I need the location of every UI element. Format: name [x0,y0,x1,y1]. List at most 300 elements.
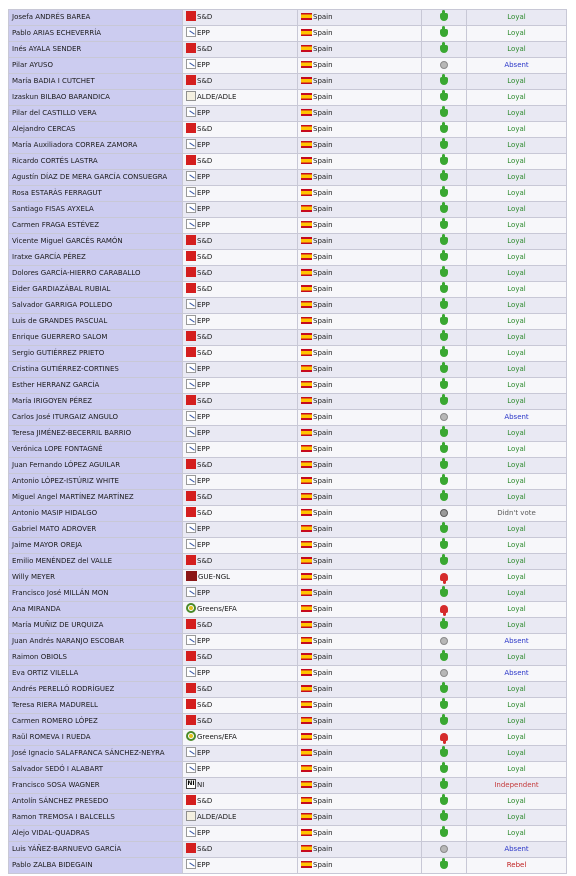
mep-name[interactable]: Pilar del CASTILLO VERA [9,106,183,122]
sd-logo-icon [186,843,196,853]
political-group-cell [183,122,298,138]
mep-name[interactable]: Rosa ESTARÀS FERRAGUT [9,186,183,202]
table-row [9,698,567,714]
spain-flag-icon [301,61,312,68]
political-group-label: S&D [197,621,213,629]
mep-name[interactable]: Verónica LOPE FONTAGNÉ [9,442,183,458]
country-label: Spain [313,333,333,341]
loyalty-status: Loyal [467,106,567,122]
epp-logo-icon [186,203,196,213]
loyalty-status: Didn't vote [467,506,567,522]
country-label: Spain [313,509,333,517]
country-cell [298,682,422,698]
political-group-label: EPP [197,29,210,37]
country-cell [298,410,422,426]
gue-ngl-logo-icon [186,571,197,581]
table-row [9,154,567,170]
greens-efa-logo-icon [186,603,196,613]
loyalty-status: Rebel [467,858,567,874]
thumbs-up-icon [440,205,448,213]
spain-flag-icon [301,317,312,324]
political-group-cell [183,746,298,762]
political-group-label: EPP [197,477,210,485]
loyalty-status: Loyal [467,362,567,378]
spain-flag-icon [301,573,312,580]
political-group-label: EPP [197,445,210,453]
mep-name[interactable]: Willy MEYER [9,570,183,586]
country-cell [298,170,422,186]
country-label: Spain [313,61,333,69]
loyalty-status: Loyal [467,218,567,234]
country-label: Spain [313,45,333,53]
political-group-label: S&D [197,285,213,293]
spain-flag-icon [301,349,312,356]
country-cell [298,234,422,250]
mep-name[interactable]: Iratxe GARCÍA PÉREZ [9,250,183,266]
epp-logo-icon [186,587,196,597]
spain-flag-icon [301,813,312,820]
country-label: Spain [313,189,333,197]
country-cell [298,378,422,394]
loyalty-status: Loyal [467,122,567,138]
mep-name[interactable]: Ana MIRANDA [9,602,183,618]
spain-flag-icon [301,141,312,148]
table-row [9,570,567,586]
table-row [9,730,567,746]
loyalty-status: Loyal [467,602,567,618]
abstain-circle-icon [440,637,448,645]
political-group-cell [183,250,298,266]
epp-logo-icon [186,27,196,37]
mep-name[interactable]: Eider GARDIAZÁBAL RUBIAL [9,282,183,298]
mep-name[interactable]: Juan Fernando LÓPEZ AGUILAR [9,458,183,474]
loyalty-status: Loyal [467,810,567,826]
political-group-label: EPP [197,829,210,837]
political-group-label: EPP [197,221,210,229]
loyalty-status: Loyal [467,90,567,106]
political-group-cell [183,794,298,810]
mep-name[interactable]: Teresa JIMÉNEZ-BECERRIL BARRIO [9,426,183,442]
loyalty-status: Loyal [467,42,567,58]
table-row [9,474,567,490]
mep-name[interactable]: Santiago FISAS AYXELA [9,202,183,218]
loyalty-status: Absent [467,58,567,74]
mep-name[interactable]: Carlos José ITURGAIZ ANGULO [9,410,183,426]
table-row [9,234,567,250]
mep-name[interactable]: Dolores GARCÍA-HIERRO CARABALLO [9,266,183,282]
political-group-label: EPP [197,749,210,757]
table-row [9,90,567,106]
spain-flag-icon [301,77,312,84]
vote-cell [422,362,467,378]
vote-cell [422,490,467,506]
loyalty-status: Loyal [467,282,567,298]
thumbs-up-icon [440,653,448,661]
table-row [9,170,567,186]
vote-cell [422,650,467,666]
thumbs-up-icon [440,589,448,597]
mep-name[interactable]: Inés AYALA SENDER [9,42,183,58]
table-row [9,810,567,826]
political-group-label: S&D [197,557,213,565]
political-group-label: EPP [197,861,210,869]
political-group-label: S&D [197,701,213,709]
thumbs-up-icon [440,301,448,309]
country-cell [298,314,422,330]
table-row [9,794,567,810]
country-cell [298,90,422,106]
mep-name[interactable]: Raül ROMEVA I RUEDA [9,730,183,746]
thumbs-up-icon [440,285,448,293]
thumbs-up-icon [440,557,448,565]
political-group-cell [183,10,298,26]
mep-name[interactable]: Antonio MASIP HIDALGO [9,506,183,522]
loyalty-status: Loyal [467,10,567,26]
table-row [9,490,567,506]
abstain-circle-icon [440,669,448,677]
mep-name[interactable]: Carmen ROMERO LÓPEZ [9,714,183,730]
country-cell [298,746,422,762]
political-group-cell [183,26,298,42]
mep-name[interactable]: Carmen FRAGA ESTÉVEZ [9,218,183,234]
mep-name[interactable]: María BADIA I CUTCHET [9,74,183,90]
spain-flag-icon [301,701,312,708]
political-group-cell [183,570,298,586]
country-label: Spain [313,365,333,373]
mep-name[interactable]: Luis YÁÑEZ-BARNUEVO GARCÍA [9,842,183,858]
vote-cell [422,746,467,762]
spain-flag-icon [301,333,312,340]
vote-cell [422,234,467,250]
sd-logo-icon [186,267,196,277]
political-group-cell [183,762,298,778]
country-label: Spain [313,93,333,101]
mep-name[interactable]: Jaime MAYOR OREJA [9,538,183,554]
table-row [9,602,567,618]
mep-name[interactable]: Josefa ANDRÉS BAREA [9,10,183,26]
country-cell [298,282,422,298]
spain-flag-icon [301,13,312,20]
table-row [9,634,567,650]
spain-flag-icon [301,557,312,564]
vote-cell [422,586,467,602]
epp-logo-icon [186,539,196,549]
spain-flag-icon [301,781,312,788]
mep-name[interactable]: Izaskun BILBAO BARANDICA [9,90,183,106]
mep-name[interactable]: Ramon TREMOSA I BALCELLS [9,810,183,826]
mep-name[interactable]: Teresa RIERA MADURELL [9,698,183,714]
spain-flag-icon [301,429,312,436]
loyalty-status: Loyal [467,234,567,250]
vote-cell [422,506,467,522]
country-label: Spain [313,573,333,581]
mep-name[interactable]: Salvador SEDÓ I ALABART [9,762,183,778]
thumbs-up-icon [440,525,448,533]
epp-logo-icon [186,523,196,533]
thumbs-up-icon [440,365,448,373]
sd-logo-icon [186,43,196,53]
spain-flag-icon [301,301,312,308]
country-label: Spain [313,765,333,773]
table-row [9,266,567,282]
sd-logo-icon [186,251,196,261]
vote-cell [422,186,467,202]
mep-name[interactable]: Alejo VIDAL-QUADRAS [9,826,183,842]
political-group-label: S&D [197,685,213,693]
sd-logo-icon [186,619,196,629]
spain-flag-icon [301,413,312,420]
table-row [9,442,567,458]
thumbs-up-icon [440,269,448,277]
loyalty-status: Loyal [467,138,567,154]
political-group-label: EPP [197,317,210,325]
thumbs-up-icon [440,333,448,341]
political-group-cell [183,442,298,458]
sd-logo-icon [186,331,196,341]
political-group-label: S&D [197,269,213,277]
vote-cell [422,778,467,794]
country-cell [298,586,422,602]
mep-name[interactable]: Andrés PERELLÓ RODRÍGUEZ [9,682,183,698]
spain-flag-icon [301,653,312,660]
thumbs-up-icon [440,45,448,53]
vote-cell [422,122,467,138]
country-cell [298,634,422,650]
table-row [9,650,567,666]
table-row [9,122,567,138]
loyalty-status: Loyal [467,522,567,538]
political-group-cell [183,378,298,394]
mep-name[interactable]: Agustín DÍAZ DE MERA GARCÍA CONSUEGRA [9,170,183,186]
thumbs-down-icon [440,573,448,581]
spain-flag-icon [301,381,312,388]
vote-cell [422,202,467,218]
vote-cell [422,682,467,698]
mep-name[interactable]: Cristina GUTIÉRREZ-CORTINES [9,362,183,378]
country-label: Spain [313,157,333,165]
mep-name[interactable]: Pilar AYUSO [9,58,183,74]
political-group-label: S&D [197,77,213,85]
spain-flag-icon [301,109,312,116]
loyalty-status: Loyal [467,490,567,506]
loyalty-status: Loyal [467,554,567,570]
political-group-cell [183,618,298,634]
table-row [9,554,567,570]
political-group-label: EPP [197,109,210,117]
political-group-label: EPP [197,413,210,421]
loyalty-status: Loyal [467,746,567,762]
mep-name[interactable]: Emilio MENÉNDEZ del VALLE [9,554,183,570]
political-group-cell [183,42,298,58]
political-group-label: S&D [197,461,213,469]
political-group-label: S&D [197,157,213,165]
loyalty-status: Absent [467,410,567,426]
thumbs-up-icon [440,749,448,757]
vote-cell [422,538,467,554]
table-row [9,298,567,314]
country-label: Spain [313,253,333,261]
thumbs-up-icon [440,109,448,117]
mep-name[interactable]: Alejandro CERCAS [9,122,183,138]
spain-flag-icon [301,845,312,852]
loyalty-status: Loyal [467,298,567,314]
mep-name[interactable]: Juan Andrés NARANJO ESCOBAR [9,634,183,650]
sd-logo-icon [186,155,196,165]
mep-name[interactable]: Luis de GRANDES PASCUAL [9,314,183,330]
mep-name[interactable]: Antonio LÓPEZ-ISTÚRIZ WHITE [9,474,183,490]
mep-name[interactable]: Antolín SÁNCHEZ PRESEDO [9,794,183,810]
mep-name[interactable]: María Auxiliadora CORREA ZAMORA [9,138,183,154]
loyalty-status: Loyal [467,682,567,698]
political-group-cell [183,394,298,410]
spain-flag-icon [301,621,312,628]
mep-name[interactable]: Miguel Angel MARTÍNEZ MARTÍNEZ [9,490,183,506]
table-row [9,842,567,858]
spain-flag-icon [301,237,312,244]
political-group-cell [183,234,298,250]
country-label: Spain [313,669,333,677]
mep-name[interactable]: Salvador GARRIGA POLLEDO [9,298,183,314]
mep-name[interactable]: José Ignacio SALAFRANCA SÁNCHEZ-NEYRA [9,746,183,762]
country-cell [298,858,422,874]
country-label: Spain [313,541,333,549]
country-cell [298,666,422,682]
thumbs-up-icon [440,125,448,133]
mep-name[interactable]: Eva ORTIZ VILELLA [9,666,183,682]
country-cell [298,42,422,58]
country-label: Spain [313,653,333,661]
epp-logo-icon [186,411,196,421]
epp-logo-icon [186,747,196,757]
political-group-cell [183,730,298,746]
mep-name[interactable]: Francisco SOSA WAGNER [9,778,183,794]
political-group-cell [183,634,298,650]
sd-logo-icon [186,715,196,725]
mep-name[interactable]: Esther HERRANZ GARCÍA [9,378,183,394]
loyalty-status: Loyal [467,458,567,474]
political-group-label: ALDE/ADLE [197,93,237,101]
country-cell [298,570,422,586]
table-row [9,618,567,634]
country-label: Spain [313,413,333,421]
loyalty-status: Loyal [467,586,567,602]
sd-logo-icon [186,651,196,661]
table-row [9,314,567,330]
country-label: Spain [313,125,333,133]
country-label: Spain [313,141,333,149]
country-cell [298,330,422,346]
vote-cell [422,218,467,234]
country-label: Spain [313,429,333,437]
vote-cell [422,346,467,362]
table-row [9,362,567,378]
political-group-label: EPP [197,669,210,677]
political-group-label: EPP [197,765,210,773]
political-group-label: S&D [197,493,213,501]
political-group-cell [183,602,298,618]
mep-name[interactable]: Sergio GUTIÉRREZ PRIETO [9,346,183,362]
spain-flag-icon [301,829,312,836]
political-group-cell [183,826,298,842]
table-row [9,202,567,218]
mep-name[interactable]: Ricardo CORTÉS LASTRA [9,154,183,170]
political-group-label: EPP [197,541,210,549]
political-group-cell [183,410,298,426]
country-cell [298,842,422,858]
abstain-circle-icon [440,845,448,853]
vote-cell [422,842,467,858]
country-label: Spain [313,829,333,837]
political-group-cell [183,314,298,330]
vote-cell [422,474,467,490]
country-cell [298,506,422,522]
mep-name[interactable]: Pablo ZALBA BIDEGAIN [9,858,183,874]
ni-logo-icon: NI [187,780,195,787]
mep-name[interactable]: Francisco José MILLÁN MON [9,586,183,602]
spain-flag-icon [301,541,312,548]
loyalty-status: Loyal [467,378,567,394]
political-group-cell [183,330,298,346]
abstain-circle-icon [440,413,448,421]
sd-logo-icon [186,283,196,293]
mep-name[interactable]: Pablo ARIAS ECHEVERRÍA [9,26,183,42]
mep-name[interactable]: María IRIGOYEN PÉREZ [9,394,183,410]
mep-name[interactable]: María MUÑIZ DE URQUIZA [9,618,183,634]
country-cell [298,154,422,170]
loyalty-status: Loyal [467,698,567,714]
political-group-label: S&D [197,333,213,341]
vote-cell [422,458,467,474]
country-cell [298,698,422,714]
country-cell [298,138,422,154]
mep-name[interactable]: Raimon OBIOLS [9,650,183,666]
loyalty-status: Absent [467,842,567,858]
political-group-cell [183,538,298,554]
political-group-label: S&D [197,349,213,357]
thumbs-down-icon [440,733,448,741]
country-cell [298,250,422,266]
mep-name[interactable]: Vicente Miguel GARCÉS RAMÓN [9,234,183,250]
country-cell [298,266,422,282]
spain-flag-icon [301,509,312,516]
table-row [9,522,567,538]
country-cell [298,202,422,218]
vote-cell [422,250,467,266]
vote-cell [422,794,467,810]
sd-logo-icon [186,795,196,805]
mep-name[interactable]: Enrique GUERRERO SALOM [9,330,183,346]
spain-flag-icon [301,285,312,292]
thumbs-up-icon [440,29,448,37]
political-group-cell [183,298,298,314]
thumbs-up-icon [440,701,448,709]
vote-cell [422,26,467,42]
country-cell [298,74,422,90]
political-group-label: EPP [197,381,210,389]
thumbs-up-icon [440,717,448,725]
epp-logo-icon [186,859,196,869]
table-row [9,858,567,874]
country-label: Spain [313,29,333,37]
vote-table-body [9,10,567,874]
vote-cell [422,170,467,186]
mep-name[interactable]: Gabriel MATO ADROVER [9,522,183,538]
loyalty-status: Loyal [467,186,567,202]
table-row [9,42,567,58]
thumbs-up-icon [440,237,448,245]
vote-cell [422,602,467,618]
thumbs-up-icon [440,173,448,181]
